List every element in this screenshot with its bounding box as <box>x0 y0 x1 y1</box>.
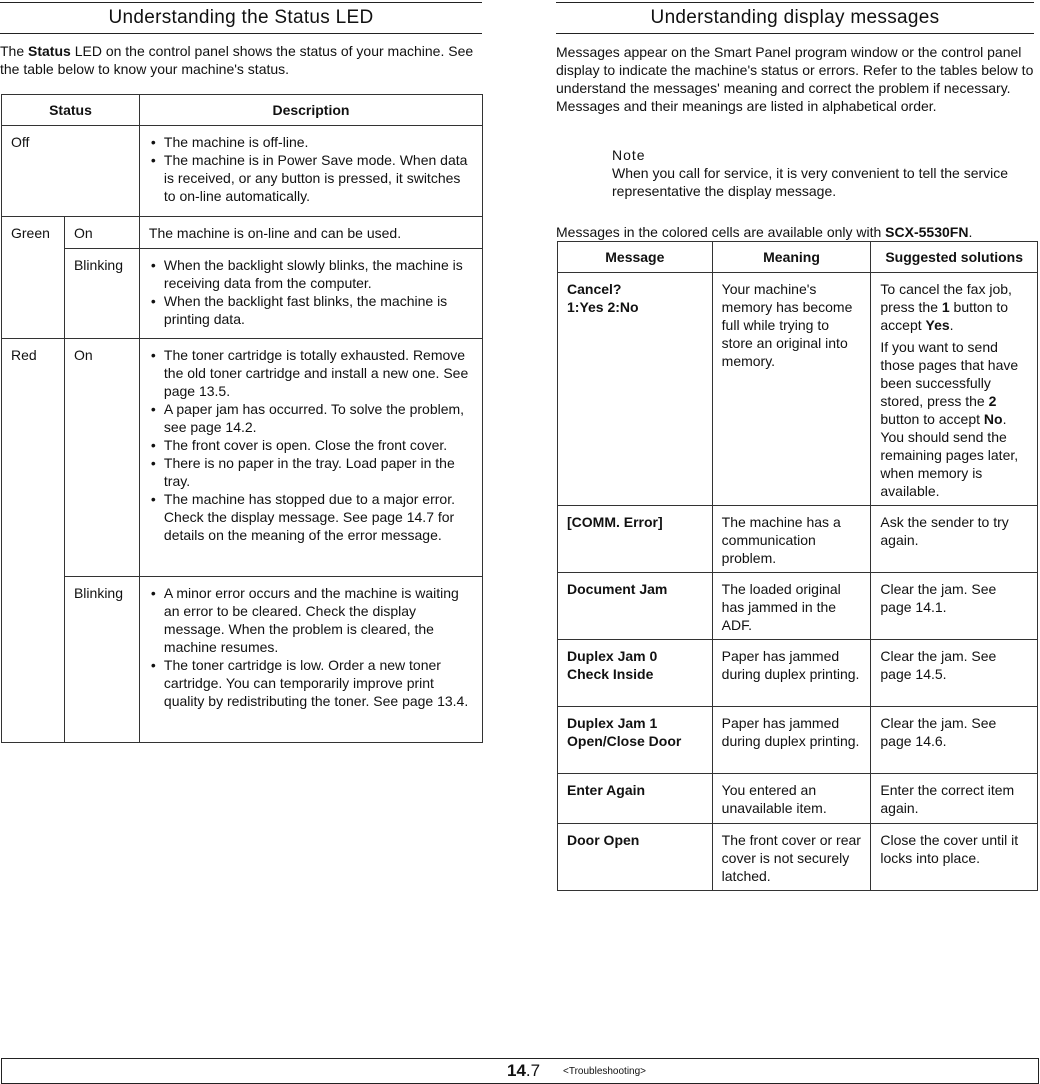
list-item: • When the backlight fast blinks, the machine is printing data. <box>149 292 474 328</box>
page-number: 14.7 <box>507 1061 541 1080</box>
meaning-header: Meaning <box>712 242 871 273</box>
green-blinking: Blinking <box>64 249 139 339</box>
message-cell: Duplex Jam 1 Open/Close Door <box>558 707 713 774</box>
message-cell: Enter Again <box>558 774 713 824</box>
list-item: • There is no paper in the tray. Load paper in the tray. <box>149 454 474 490</box>
meaning-cell: The machine has a communication problem. <box>712 506 871 573</box>
table-row <box>2 126 483 217</box>
solution-cell: Ask the sender to try again. <box>871 506 1038 573</box>
red-blinking-description <box>149 584 474 710</box>
solution-cell: Clear the jam. See page 14.6. <box>871 707 1038 774</box>
status-table-header <box>2 95 483 126</box>
solution-cell: Close the cover until it locks into place. <box>871 824 1038 891</box>
status-green: Green <box>2 217 65 339</box>
solution-cell: Clear the jam. See page 14.5. <box>871 640 1038 707</box>
list-item: • The machine is in Power Save mode. When data is received, or any button is pressed, it switches to on-line automatically. <box>149 151 474 205</box>
note-text: When you call for service, it is very convenient to tell the service representative the display message. <box>612 165 1009 199</box>
status-led-intro: The Status LED on the control panel shows the status of your machine. See the table below to know your machine's status. <box>0 43 474 77</box>
list-item: • The toner cartridge is totally exhausted. Remove the old toner cartridge and install a new one. See page 13.5. <box>149 346 474 400</box>
message-cell: Document Jam <box>558 573 713 640</box>
status-off: Off <box>2 126 140 217</box>
message-cell: Cancel? 1:Yes 2:No <box>558 273 713 506</box>
note-box <box>612 146 1040 200</box>
status-led-title: Understanding the Status LED <box>0 2 482 34</box>
table-row <box>558 273 1038 506</box>
table-row <box>558 824 1038 891</box>
messages-table <box>557 241 1038 891</box>
table-row <box>2 577 483 743</box>
note-label: Note <box>612 147 646 163</box>
green-blinking-description <box>149 256 474 328</box>
table-row <box>558 506 1038 573</box>
status-red: Red <box>2 339 65 743</box>
solution-cell: Clear the jam. See page 14.1. <box>871 573 1038 640</box>
status-table <box>1 94 483 743</box>
list-item: • A paper jam has occurred. To solve the problem, see page 14.2. <box>149 400 474 436</box>
section-label: <Troubleshooting> <box>563 1066 647 1077</box>
table-row <box>558 774 1038 824</box>
table-row <box>558 707 1038 774</box>
meaning-cell: Paper has jammed during duplex printing. <box>712 640 871 707</box>
red-blinking: Blinking <box>64 577 139 743</box>
red-on: On <box>64 339 139 577</box>
table-row <box>2 217 483 249</box>
green-on: On <box>64 217 139 249</box>
list-item: • The machine has stopped due to a major error. Check the display message. See page 14.7 for details on the meaning of the error message. <box>149 490 474 544</box>
page-footer <box>1 1058 1039 1084</box>
table-row <box>2 339 483 577</box>
off-description <box>149 133 474 205</box>
meaning-cell: Paper has jammed during duplex printing. <box>712 707 871 774</box>
list-item: • The machine is off-line. <box>149 133 474 151</box>
list-item: • The toner cartridge is low. Order a new toner cartridge. You can temporarily improve print quality by redistributing the toner. See page 13.4. <box>149 656 474 710</box>
table-row <box>558 640 1038 707</box>
display-messages-title: Understanding display messages <box>556 2 1034 34</box>
list-item: • A minor error occurs and the machine is waiting an error to be cleared. Check the display message. When the problem is cleared, the machine resumes. <box>149 584 474 656</box>
solution-cell: Enter the correct item again. <box>871 774 1038 824</box>
status-led-section <box>0 0 484 709</box>
message-header: Message <box>558 242 713 273</box>
red-on-description <box>149 346 474 544</box>
list-item: • When the backlight slowly blinks, the machine is receiving data from the computer. <box>149 256 474 292</box>
list-item: • The front cover is open. Close the front cover. <box>149 436 474 454</box>
table-row <box>558 573 1038 640</box>
message-cell: Door Open <box>558 824 713 891</box>
messages-table-header <box>558 242 1038 273</box>
solutions-header: Suggested solutions <box>871 242 1038 273</box>
display-messages-intro: Messages appear on the Smart Panel program window or the control panel display to indicate the machine's status or errors. Refer to the tables below to understand the messages' meaning and correct the problem if necessary. Messages and their meanings are listed in alphabetical order. <box>556 44 1034 114</box>
meaning-cell: The front cover or rear cover is not securely latched. <box>712 824 871 891</box>
display-messages-section <box>556 0 1040 884</box>
green-on-description: The machine is on-line and can be used. <box>139 217 482 249</box>
description-header: Description <box>139 95 482 126</box>
meaning-cell: You entered an unavailable item. <box>712 774 871 824</box>
table-row <box>2 249 483 339</box>
availability-note: Messages in the colored cells are available only with SCX-5530FN. <box>556 224 973 240</box>
status-header: Status <box>2 95 140 126</box>
message-cell: Duplex Jam 0 Check Inside <box>558 640 713 707</box>
meaning-cell: The loaded original has jammed in the ADF. <box>712 573 871 640</box>
message-cell: [COMM. Error] <box>558 506 713 573</box>
meaning-cell: Your machine's memory has become full while trying to store an original into memory. <box>712 273 871 506</box>
solution-cell: To cancel the fax job, press the 1 button to accept Yes. If you want to send those pages that have been successfully stored, press the 2 button to accept No. You should send the remaining pages later, when memory is available. <box>871 273 1038 506</box>
